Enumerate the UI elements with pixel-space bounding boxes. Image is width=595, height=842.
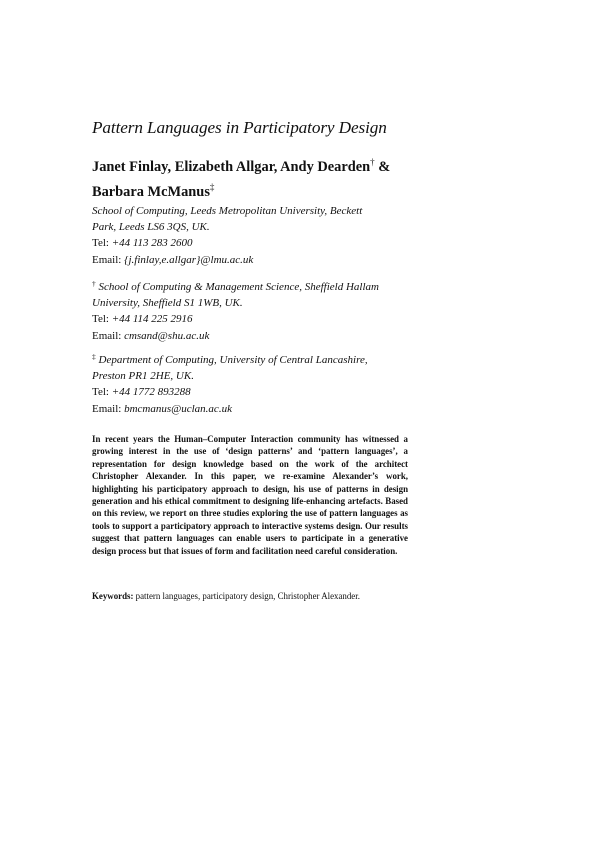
keywords-label: Keywords:: [92, 591, 134, 601]
keywords-line: [92, 591, 422, 601]
email-label: Email:: [92, 329, 125, 342]
address-line: School of Computing & Management Science, Sheffield Hallam: [95, 281, 379, 293]
tel-label: Tel:: [92, 237, 112, 250]
keywords-text: pattern languages, participatory design, Christopher Alexander.: [133, 591, 360, 601]
authors-ampersand: &: [374, 159, 391, 175]
author-list: [92, 152, 422, 202]
tel-value: +44 113 283 2600: [111, 237, 193, 250]
double-dagger-mark: ‡: [209, 182, 215, 192]
paper-title: Pattern Languages in Participatory Design: [92, 118, 387, 137]
email-label: Email:: [92, 253, 125, 266]
address-line: School of Computing, Leeds Metropolitan University, Beckett: [92, 205, 363, 217]
affiliation-address: [92, 203, 412, 235]
affiliation-email: [92, 328, 412, 344]
affiliation-tel: [92, 235, 412, 251]
affiliation-email: [92, 401, 412, 417]
authors-line2: Barbara McManus: [92, 184, 210, 200]
affiliation-tel: [92, 311, 412, 327]
email-value: bmcmanus@uclan.ac.uk: [124, 402, 232, 415]
email-label: Email:: [92, 402, 125, 415]
tel-label: Tel:: [92, 313, 112, 326]
dagger-mark: †: [370, 157, 375, 167]
affiliation-tel: [92, 384, 412, 400]
affiliation-1: [92, 203, 412, 268]
authors-line1: Janet Finlay, Elizabeth Allgar, Andy Dearden: [92, 159, 371, 175]
affiliation-email: [92, 252, 412, 268]
affiliation-address: [92, 276, 412, 311]
affiliation-2: [92, 276, 412, 344]
double-dagger-mark: ‡: [92, 352, 96, 361]
email-value: {j.finlay,e.allgar}@lmu.ac.uk: [124, 253, 254, 266]
dagger-mark: †: [92, 279, 96, 288]
address-line: Preston PR1 2HE, UK.: [92, 370, 194, 383]
address-line: University, Sheffield S1 1WB, UK.: [92, 297, 243, 310]
affiliation-address: [92, 349, 412, 384]
tel-value: +44 114 225 2916: [111, 313, 193, 326]
abstract-paragraph: In recent years the Human–Computer Interaction community has witnessed a growing interest in the use of ‘design patterns’ and ‘pattern languages’, a representation for design knowledge based on the work of the architect Christopher Alexander. In this paper, we re-examine Alexander’s work, highlighting his participatory approach to design, his use of patterns in design generation and his ethical commitment to designing life-enhancing artefacts. Based on this review, we report on three studies exploring the use of pattern languages as tools to support a participatory approach to interactive systems design. Our results suggest that pattern languages can enable users to participate in a generative design process but that issues of form and facilitation need careful consideration.: [92, 434, 408, 556]
tel-label: Tel:: [92, 386, 112, 399]
address-line: Department of Computing, University of Central Lancashire,: [95, 354, 368, 366]
affiliation-3: [92, 349, 412, 417]
address-line: Park, Leeds LS6 3QS, UK.: [92, 221, 210, 234]
email-value: cmsand@shu.ac.uk: [124, 329, 210, 342]
tel-value: +44 1772 893288: [111, 386, 191, 399]
